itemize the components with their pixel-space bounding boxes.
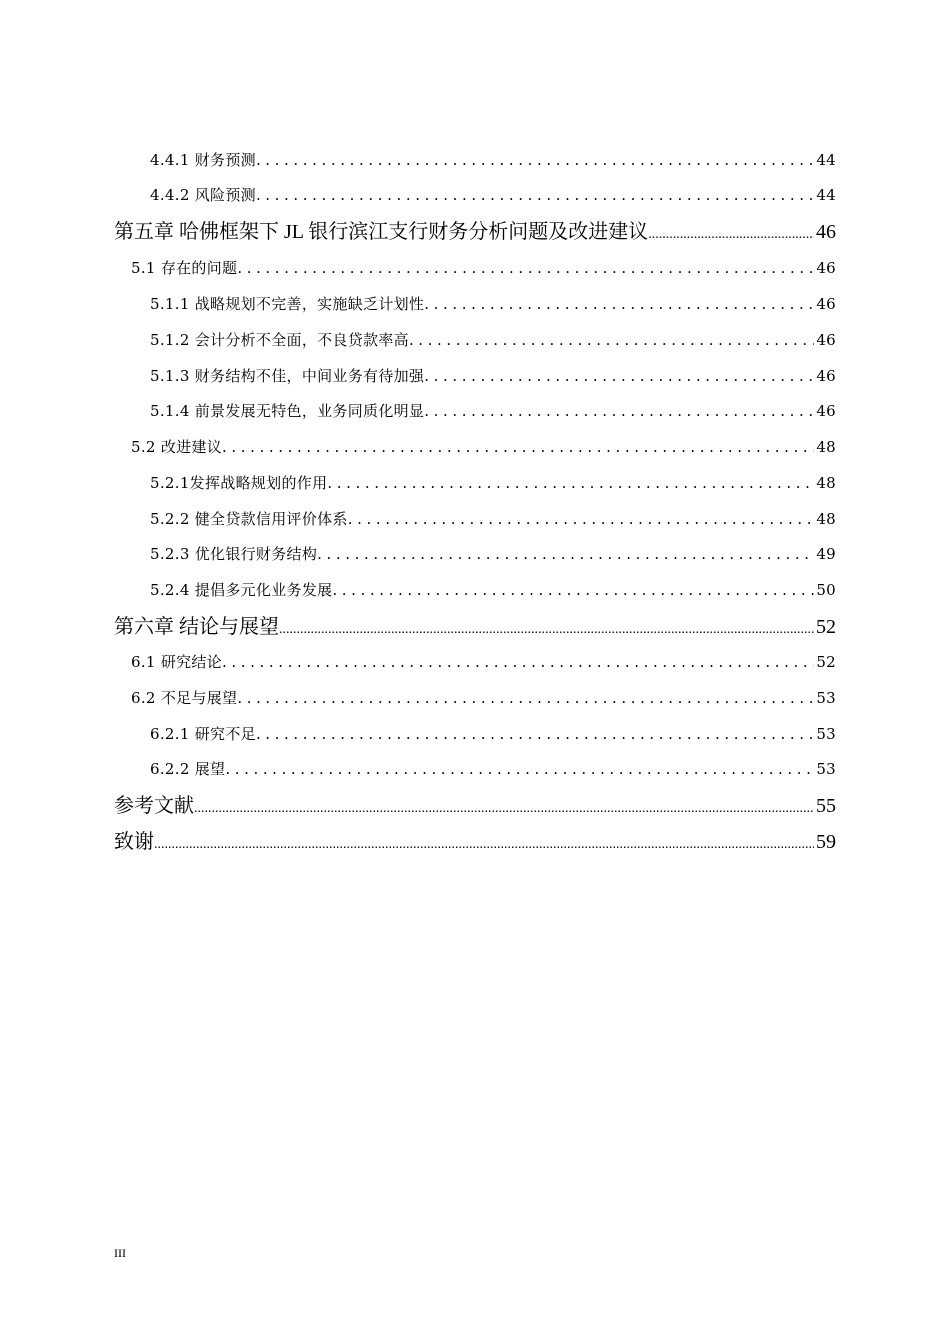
toc-entry-label: 6.2.1 研究不足: [150, 725, 256, 743]
toc-entry-label: 6.2 不足与展望: [131, 689, 238, 707]
toc-entry-page: 52: [816, 653, 836, 671]
toc-entry-label: 5.1 存在的问题: [131, 259, 238, 277]
toc-entry-references[interactable]: [114, 793, 836, 819]
toc-entry-label: 5.2.4 提倡多元化业务发展: [150, 581, 333, 599]
dot-leader: [332, 579, 814, 601]
dot-leader: [327, 472, 814, 494]
toc-entry-page: 49: [816, 545, 836, 563]
toc-entry-5-2[interactable]: [131, 436, 836, 458]
toc-entry-page: 46: [816, 367, 836, 385]
toc-entry-page: 55: [816, 795, 836, 817]
toc-entry-page: 46: [816, 221, 836, 243]
dot-leader: [256, 723, 814, 745]
toc-entry-5-1[interactable]: [131, 257, 836, 279]
toc-entry-page: 44: [816, 186, 836, 204]
toc-entry-6-2-2[interactable]: [150, 758, 836, 780]
toc-entry-4-4-1[interactable]: [150, 149, 836, 171]
toc-entry-5-2-3[interactable]: [150, 543, 836, 565]
toc-entry-label: 致谢: [114, 831, 154, 853]
toc-entry-5-1-1[interactable]: [150, 293, 836, 315]
toc-entry-6-2-1[interactable]: [150, 723, 836, 745]
footer-page-number: III: [114, 1246, 126, 1260]
toc-entry-label: 5.1.2 会计分析不全面，不良贷款率高: [150, 331, 409, 349]
toc-entry-6-2[interactable]: [131, 687, 836, 709]
toc-entry-page: 50: [816, 581, 836, 599]
dot-leader: [194, 796, 814, 822]
toc-entry-page: 59: [816, 831, 836, 853]
dot-leader: [348, 508, 815, 530]
toc-entry-5-1-2[interactable]: [150, 329, 836, 351]
dot-leader: [154, 832, 814, 858]
toc-entry-label: 5.1.3 财务结构不佳，中间业务有待加强: [150, 367, 425, 385]
toc-entry-5-1-3[interactable]: [150, 365, 836, 387]
toc-entry-page: 53: [816, 760, 836, 778]
toc-entry-page: 44: [816, 151, 836, 169]
dot-leader: [279, 617, 814, 643]
toc-entry-page: 48: [816, 510, 836, 528]
toc-entry-label: 参考文献: [114, 795, 194, 817]
toc-entry-page: 52: [816, 616, 836, 638]
dot-leader: [256, 184, 814, 206]
dot-leader: [424, 365, 814, 387]
dot-leader: [424, 293, 814, 315]
toc-entry-5-2-4[interactable]: [150, 579, 836, 601]
toc-entry-6-1[interactable]: [131, 651, 836, 673]
toc-entry-chapter-6[interactable]: [114, 614, 836, 640]
toc-entry-label: 6.2.2 展望: [150, 760, 226, 778]
toc-entry-page: 46: [816, 259, 836, 277]
toc-entry-label: 5.2 改进建议: [131, 438, 223, 456]
toc-entry-page: 48: [816, 474, 836, 492]
toc-entry-acknowledgements[interactable]: [114, 829, 836, 855]
dot-leader: [409, 329, 814, 351]
toc-entry-page: 53: [816, 689, 836, 707]
dot-leader: [237, 257, 814, 279]
dot-leader: [225, 758, 814, 780]
dot-leader: [256, 149, 814, 171]
toc-entry-5-1-4[interactable]: [150, 400, 836, 422]
toc-entry-label: 5.1.4 前景发展无特色，业务同质化明显: [150, 402, 425, 420]
toc-entry-page: 46: [816, 402, 836, 420]
toc-entry-label: 5.1.1 战略规划不完善，实施缺乏计划性: [150, 295, 425, 313]
toc-entry-page: 46: [816, 295, 836, 313]
toc-entry-5-2-2[interactable]: [150, 508, 836, 530]
dot-leader: [237, 687, 814, 709]
toc-entry-label: 5.2.1发挥战略规划的作用: [150, 474, 328, 492]
toc-entry-page: 46: [816, 331, 836, 349]
toc-entry-chapter-5[interactable]: [114, 219, 836, 245]
toc-entry-label: 5.2.3 优化银行财务结构: [150, 545, 318, 563]
toc-entry-label: 5.2.2 健全贷款信用评价体系: [150, 510, 348, 528]
dot-leader: [648, 222, 814, 248]
toc-entry-5-2-1[interactable]: [150, 472, 836, 494]
toc-entry-label: 4.4.2 风险预测: [150, 186, 256, 204]
toc-entry-page: 48: [816, 438, 836, 456]
toc-entry-page: 53: [816, 725, 836, 743]
toc-entry-label: 第五章 哈佛框架下 JL 银行滨江支行财务分析问题及改进建议: [114, 221, 649, 243]
toc-entry-label: 4.4.1 财务预测: [150, 151, 256, 169]
dot-leader: [424, 400, 814, 422]
toc-entry-label: 第六章 结论与展望: [114, 616, 279, 638]
dot-leader: [222, 651, 814, 673]
toc-entry-label: 6.1 研究结论: [131, 653, 223, 671]
dot-leader: [317, 543, 814, 565]
dot-leader: [222, 436, 814, 458]
toc-entry-4-4-2[interactable]: [150, 184, 836, 206]
